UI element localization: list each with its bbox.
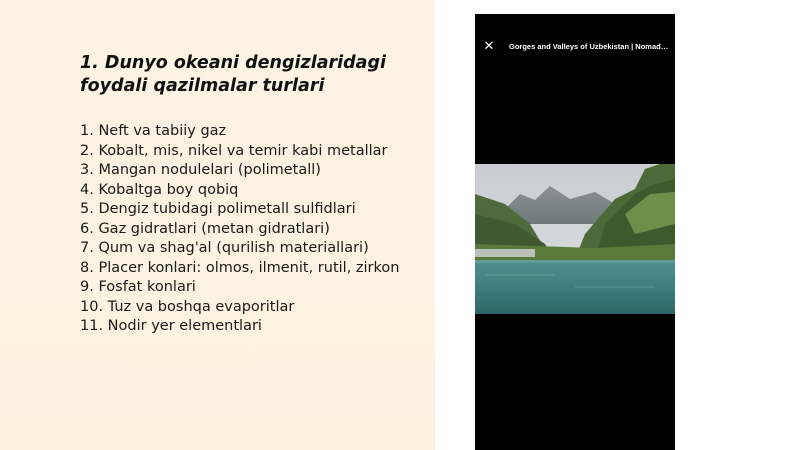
video-title: Gorges and Valleys of Uzbekistan | Nomads... <box>509 42 671 51</box>
list-item: 4. Kobaltga boy qobiq <box>80 181 239 198</box>
slide-title: 1. Dunyo okeani dengizlaridagi foydali qazilmalar turlari <box>80 53 387 96</box>
list-item: 7. Qum va shag'al (qurilish materiallari) <box>80 240 369 256</box>
close-icon[interactable]: ✕ <box>483 39 495 54</box>
list-item: 9. Fosfat konlari <box>80 279 196 295</box>
list-item: 3. Mangan nodulelari (polimetall) <box>80 162 321 178</box>
video-player[interactable] <box>475 14 675 450</box>
list-item: 10. Tuz va boshqa evaporitlar <box>80 298 295 315</box>
list-item: 1. Neft va tabiiy gaz <box>80 123 227 139</box>
list-item: 11. Nodir yer elementlari <box>80 318 262 334</box>
video-frame[interactable] <box>475 164 675 314</box>
minerals-list <box>80 122 399 337</box>
list-item: 2. Kobalt, mis, nikel va temir kabi metallar <box>80 142 388 159</box>
list-item: 8. Placer konlari: olmos, ilmenit, rutil, zirkon <box>80 259 400 276</box>
landscape-image <box>475 164 675 314</box>
list-item: 6. Gaz gidratlari (metan gidratlari) <box>80 220 330 237</box>
list-item: 5. Dengiz tubidagi polimetall sulfidlari <box>80 201 356 217</box>
